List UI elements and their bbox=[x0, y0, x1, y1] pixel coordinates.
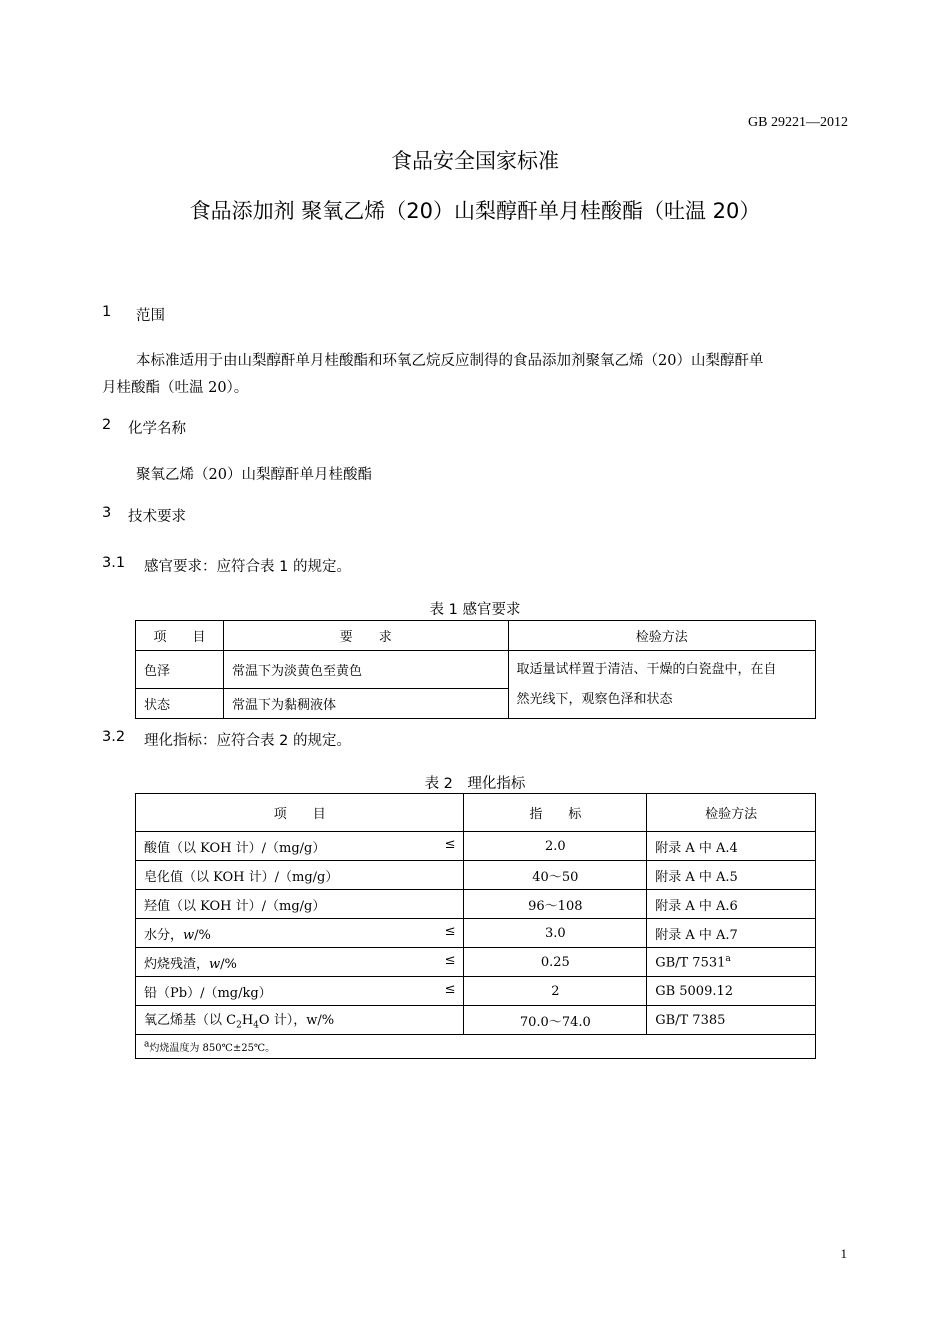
item-italic: w bbox=[183, 927, 195, 943]
table-1-header-requirement: 要 求 bbox=[223, 621, 508, 651]
section-2-paragraph: 聚氧乙烯（20）山梨醇酐单月桂酸酯 bbox=[136, 467, 372, 483]
item-text: O 计），w/% bbox=[258, 1013, 335, 1029]
table-row bbox=[136, 890, 816, 919]
document-title: 食品安全国家标准 bbox=[391, 149, 559, 173]
table-cell bbox=[136, 948, 464, 977]
le-symbol: ≤ bbox=[444, 923, 456, 939]
item-text: 水分， bbox=[144, 927, 184, 943]
item-text: 羟值（以 KOH 计）/（mg/g） bbox=[144, 898, 326, 914]
table-row bbox=[136, 948, 816, 977]
item-text: 酸值（以 KOH 计）/（mg/g） bbox=[144, 840, 326, 856]
table-2-header-row bbox=[136, 794, 816, 832]
table-cell: 70.0～74.0 bbox=[464, 1006, 647, 1035]
table-2-header-method: 检验方法 bbox=[647, 794, 816, 832]
item-text: /% bbox=[220, 956, 237, 972]
section-3-1-number: 3.1 bbox=[102, 555, 126, 571]
table-cell: 96～108 bbox=[464, 890, 647, 919]
table-2-footnote bbox=[136, 1035, 816, 1059]
section-3-1-text: 感官要求：应符合表 1 的规定。 bbox=[144, 559, 351, 575]
document-subtitle: 食品添加剂 聚氧乙烯（20）山梨醇酐单月桂酸酯（吐温 20） bbox=[189, 199, 761, 223]
section-3-heading: 技术要求 bbox=[128, 509, 186, 525]
table-1 bbox=[135, 620, 816, 719]
item-text: 铅（Pb）/（mg/kg） bbox=[144, 985, 272, 1001]
table-2-header-item: 项 目 bbox=[136, 794, 464, 832]
item-text: 灼烧残渣， bbox=[144, 956, 210, 972]
method-line: 取适量试样置于清洁、干燥的白瓷盘中，在自 bbox=[516, 661, 777, 677]
table-cell: 附录 A 中 A.6 bbox=[647, 890, 816, 919]
standard-code: GB 29221—2012 bbox=[748, 115, 848, 130]
table-row bbox=[136, 861, 816, 890]
table-cell: 0.25 bbox=[464, 948, 647, 977]
table-cell: GB/T 7385 bbox=[647, 1006, 816, 1035]
section-3-number: 3 bbox=[102, 505, 112, 521]
table-2-caption: 表 2 理化指标 bbox=[424, 776, 526, 792]
footnote-marker: a bbox=[144, 1039, 150, 1050]
table-cell: 附录 A 中 A.5 bbox=[647, 861, 816, 890]
item-italic: w bbox=[209, 956, 221, 972]
table-cell: 常温下为淡黄色至黄色 bbox=[223, 651, 508, 689]
table-cell: 附录 A 中 A.4 bbox=[647, 832, 816, 861]
table-row bbox=[136, 1006, 816, 1035]
method-text: GB/T 7531 bbox=[655, 955, 726, 971]
section-2-number: 2 bbox=[102, 417, 112, 433]
le-symbol: ≤ bbox=[444, 836, 456, 852]
table-cell bbox=[136, 890, 464, 919]
table-row bbox=[136, 919, 816, 948]
le-symbol: ≤ bbox=[444, 981, 456, 997]
table-cell bbox=[647, 948, 816, 977]
footnote-marker: a bbox=[725, 953, 731, 964]
table-cell: 状态 bbox=[136, 689, 224, 719]
table-cell: 常温下为黏稠液体 bbox=[223, 689, 508, 719]
table-1-caption: 表 1 感官要求 bbox=[429, 602, 521, 618]
le-symbol: ≤ bbox=[444, 952, 456, 968]
section-3-2-text: 理化指标：应符合表 2 的规定。 bbox=[144, 733, 351, 749]
section-1-heading: 范围 bbox=[136, 308, 165, 324]
table-cell: 附录 A 中 A.7 bbox=[647, 919, 816, 948]
item-text: H bbox=[241, 1013, 254, 1029]
table-cell bbox=[136, 977, 464, 1006]
section-1-paragraph-line2: 月桂酸酯（吐温 20）。 bbox=[102, 380, 249, 396]
table-2 bbox=[135, 793, 816, 1059]
table-cell bbox=[136, 832, 464, 861]
table-cell: 2 bbox=[464, 977, 647, 1006]
table-cell: GB 5009.12 bbox=[647, 977, 816, 1006]
subscript: 2 bbox=[236, 1020, 242, 1031]
item-text: 皂化值（以 KOH 计）/（mg/g） bbox=[144, 869, 339, 885]
page-number: 1 bbox=[840, 1246, 847, 1261]
table-row bbox=[136, 832, 816, 861]
section-2-heading: 化学名称 bbox=[128, 421, 186, 437]
table-cell: 色泽 bbox=[136, 651, 224, 689]
table-cell: 40～50 bbox=[464, 861, 647, 890]
subscript: 4 bbox=[253, 1020, 259, 1031]
table-cell: 2.0 bbox=[464, 832, 647, 861]
table-cell: 3.0 bbox=[464, 919, 647, 948]
table-cell bbox=[136, 1006, 464, 1035]
table-1-method-cell bbox=[508, 651, 816, 719]
item-text: /% bbox=[194, 927, 211, 943]
section-1-number: 1 bbox=[102, 304, 112, 320]
section-3-2-number: 3.2 bbox=[102, 729, 126, 745]
table-1-header-item: 项 目 bbox=[136, 621, 224, 651]
table-row bbox=[136, 651, 816, 689]
table-cell bbox=[136, 919, 464, 948]
section-1-paragraph-line1: 本标准适用于由山梨醇酐单月桂酸酯和环氧乙烷反应制得的食品添加剂聚氧乙烯（20）山梨醇酐单 bbox=[136, 353, 764, 369]
table-row bbox=[136, 977, 816, 1006]
table-2-header-value: 指 标 bbox=[464, 794, 647, 832]
table-1-header-row bbox=[136, 621, 816, 651]
table-cell bbox=[136, 861, 464, 890]
footnote-text: 灼烧温度为 850℃±25℃。 bbox=[149, 1043, 276, 1054]
table-1-header-method: 检验方法 bbox=[508, 621, 816, 651]
method-line: 然光线下，观察色泽和状态 bbox=[516, 691, 673, 707]
table-2-footnote-row bbox=[136, 1035, 816, 1059]
item-text: 氧乙烯基（以 C bbox=[144, 1013, 237, 1029]
